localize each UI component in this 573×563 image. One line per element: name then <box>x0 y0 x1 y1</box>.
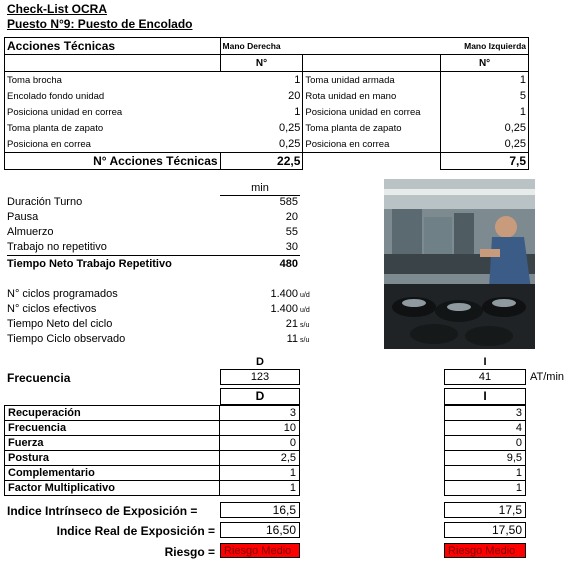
intrinseco-label: Indice Intrínseco de Exposición = <box>7 504 198 518</box>
page-title: Check-List OCRA <box>7 2 108 16</box>
table-row: Posiciona unidad en correa 1 Posiciona unidad en correa 1 <box>5 104 529 120</box>
table-row: Encolado fondo unidad 20 Rota unidad en mano 5 <box>5 88 529 104</box>
acciones-total-izq: 7,5 <box>441 153 529 170</box>
table-row: Factor Multiplicativo 1 <box>5 481 300 496</box>
table-row: 9,5 <box>445 451 526 466</box>
right-hand-label: Mano Derecha <box>220 38 441 55</box>
acciones-total-der: 22,5 <box>220 153 303 170</box>
table-row: Complementario 1 <box>5 466 300 481</box>
real-d: 16,50 <box>220 522 300 538</box>
table-row: Fuerza 0 <box>5 436 300 451</box>
min-header: min <box>251 182 269 194</box>
acciones-table <box>4 37 529 170</box>
frecuencia-col-d: D <box>256 356 264 368</box>
factores-col-d: D <box>220 388 300 405</box>
worker-photo-image <box>384 179 535 349</box>
neto-label: Tiempo Neto Trabajo Repetitivo <box>7 258 172 270</box>
table-row: 1 <box>445 466 526 481</box>
intrinseco-d: 16,5 <box>220 502 300 518</box>
table-row: Recuperación 3 <box>5 406 300 421</box>
real-i: 17,50 <box>444 522 526 538</box>
factores-izq-table <box>444 405 526 496</box>
frecuencia-value-i: 41 <box>444 369 526 385</box>
n-header-izq: N° <box>441 55 529 72</box>
n-header-der: N° <box>220 55 303 72</box>
table-row: 1 <box>445 481 526 496</box>
riesgo-label: Riesgo = <box>164 545 215 559</box>
acciones-total-label: N° Acciones Técnicas <box>5 153 221 170</box>
riesgo-d-badge: Riesgo Medio <box>220 543 300 558</box>
left-hand-label: Mano Izquierda <box>441 38 529 55</box>
acciones-header: Acciones Técnicas <box>5 38 221 55</box>
table-row: Toma planta de zapato 0,25 Toma planta de zapato 0,25 <box>5 120 529 136</box>
frecuencia-value-d: 123 <box>220 369 300 385</box>
neto-value: 480 <box>279 258 298 270</box>
frecuencia-label: Frecuencia <box>7 371 71 385</box>
table-row: Frecuencia 10 <box>5 421 300 436</box>
riesgo-i-badge: Riesgo Medio <box>444 543 526 558</box>
factores-table <box>4 405 300 496</box>
frecuencia-col-i: I <box>483 356 487 368</box>
table-row: Toma brocha 1 Toma unidad armada 1 <box>5 72 529 89</box>
workstation-photo <box>384 179 535 349</box>
table-row: 0 <box>445 436 526 451</box>
page-subtitle: Puesto N°9: Puesto de Encolado <box>7 17 193 31</box>
intrinseco-i: 17,5 <box>444 502 526 518</box>
table-row: Posiciona en correa 0,25 Posiciona en correa 0,25 <box>5 136 529 153</box>
table-row: Postura 2,5 <box>5 451 300 466</box>
real-label: Indice Real de Exposición = <box>56 524 215 538</box>
table-row: 4 <box>445 421 526 436</box>
frecuencia-unit: AT/min <box>530 371 565 383</box>
table-row: 3 <box>445 406 526 421</box>
factores-col-i: I <box>444 388 526 405</box>
